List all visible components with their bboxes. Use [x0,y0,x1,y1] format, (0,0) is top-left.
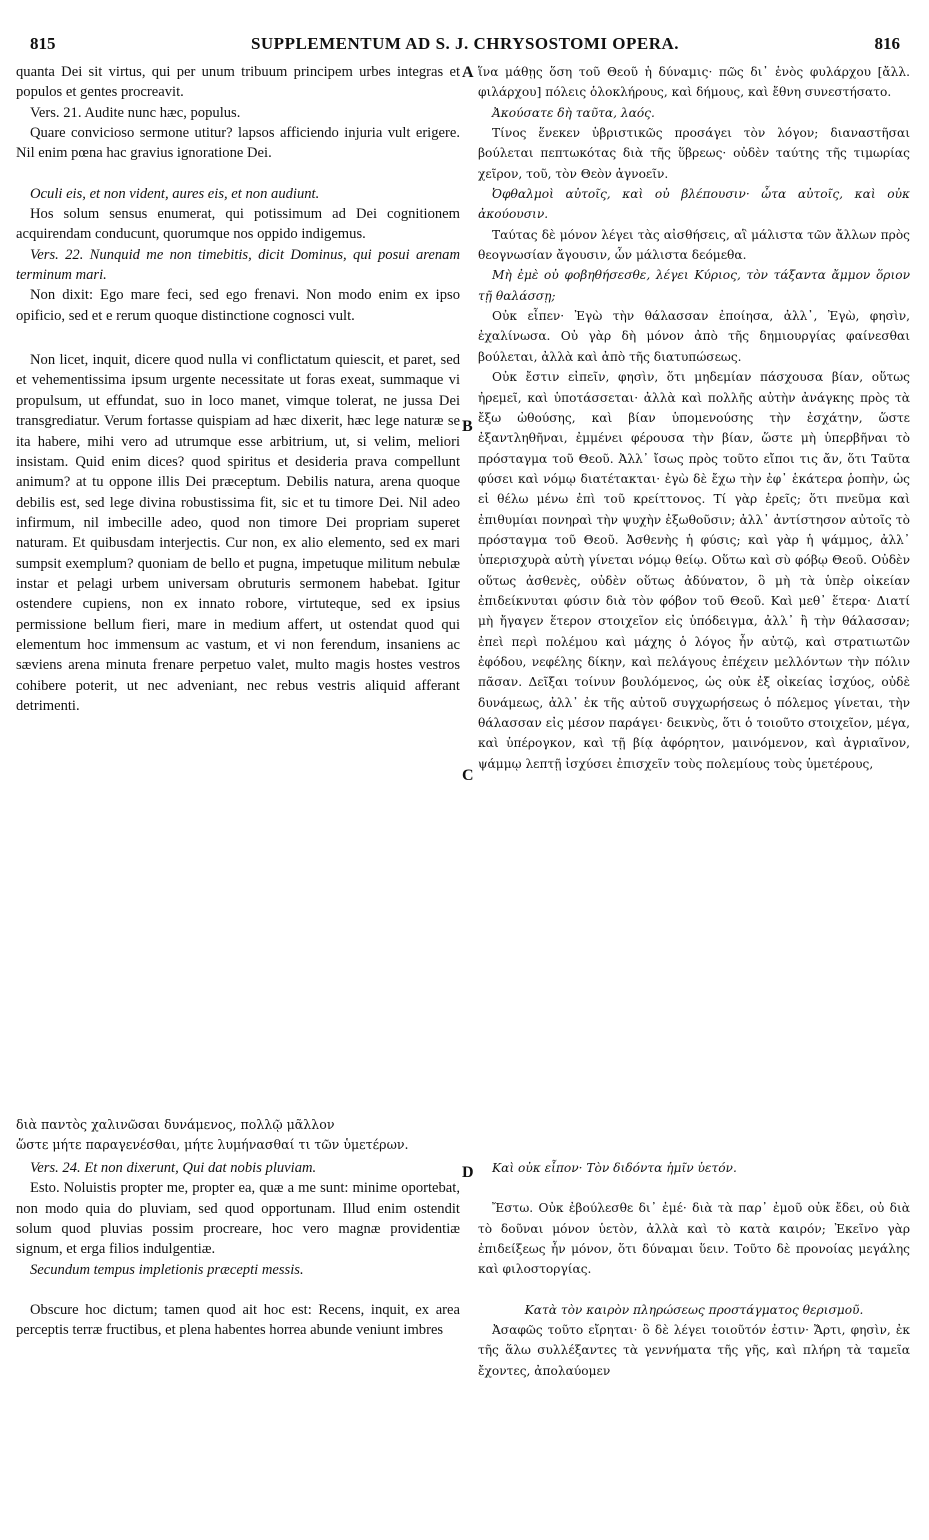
page-header [30,34,900,56]
latin-verse-21: Vers. 21. Audite nunc hæc, populus. [30,104,241,121]
greek-paragraph: Οὐκ ἔστιν εἰπεῖν, φησὶν, ὅτι μηδεμίαν πάσχουσα βίαν, οὕτως ἠρεμεῖ, καὶ ὑποτάσσεται· ἀλλὰ καὶ πολλῆς αὐτὴν ἀνάγκης πρὸς τὰ ἔξω ὠθούσης, καὶ βίαν ὑπομενούσης τὴν ἐσχάτην, ὥστε ἐξαντληθῆναι, ἐμμένει φέρουσα τὴν βίαν, ὥστε μὴ ὑπερβῆναι τὸ πρόσταγμα τοῦ Θεοῦ. Ἀλλ᾽ ἴσως πρὸς τοῦτο εἴποι τις ἄν, ὅτι Ταῦτα φύσει καὶ νόμῳ διατέτακται· ἐγὼ δὲ ἔχω τὴν ἐφ᾽ ἑκάτερα ῥοπὴν, ὡς εἰ θέλω μένω ἐπὶ τοῦ κρείττονος. Τί γὰρ ἐρεῖς; ὅτι πνεῦμα καὶ ἐπιθυμίαι πονηραὶ τὴν ψυχὴν ἐξωθοῦσιν; ἀλλ᾽ ἀντίστησον αὐτοῖς τὸ πρόσταγμα τοῦ Θεοῦ. Ἀσθενὴς ἡ φύσις; καὶ γὰρ ἡ ψάμμος, ἀλλ᾽ ὑπερισχυρὰ αὐτὴ γίνεται νόμῳ θείῳ. Οὕτω καὶ σὺ φόβῳ Θεοῦ. Οὐδὲν οὕτως ἀσθενὲς, οὐδὲν οὕτως ἀδύνατον, ὃ μὴ τὰ ὑπὲρ οἰκείαν ἐπιδείκνυται φύσιν διὰ τὸν φόβον τοῦ Θεοῦ. Καὶ μεθ᾽ ἕτερα· Διατί μὴ ἤγαγεν ἕτερον στοιχεῖον εἰς ὑπόδειγμα, ἀλλ᾽ ἢ τὴν θάλασσαν; ἐπεὶ περὶ πολέμου καὶ μάχης ὁ λόγος ἦν αὐτῷ, καὶ στρατιωτῶν ἐφόδου, νεφέλης δίκην, καὶ πελάγους ἐπέχειν μελλόντων τὴν πόλιν πᾶσαν. Δεῖξαι τοίνυν βουλόμενος, ὡς οὐκ ἐξ οἰκείας ἰσχύος, οὐδὲ δυνάμεως, ἀλλ᾽ ἐκ τῆς αὐτοῦ συγχωρήσεως ὁ πόλεμος γίνεται, τὴν θάλασσαν εἰς μέσον παράγει· δεικνὺς, ὅτι ὁ τοιοῦτο στοιχεῖον, μέγα, καὶ ὑπέρογκον, καὶ τῇ βίᾳ ἀφόρητον, μαινόμενον, καὶ ἀγριαῖνον, ψάμμῳ λεπτῇ ἰσχύσει ἐπισχεῖν τοὺς πολεμίους τοὺς ὑμετέρους, [478,370,910,771]
greek-column-lower [478,1158,910,1381]
latin-citation: Oculi eis, et non vident, aures eis, et non audiunt. [30,185,320,202]
greek-column [478,62,910,774]
latin-paragraph: Quare convicioso sermone utitur? lapsos afficiendo injuria vult erigere. Nil enim pœna hac gravius ignoratione Dei. [16,125,460,162]
page-number-right: 816 [874,34,900,53]
page-number-left: 815 [30,34,56,53]
margin-letter-c: C [462,767,474,784]
latin-verse-22: Vers. 22. Nunquid me non timebitis, dicit Dominus, qui posui arenam terminum mari. [16,246,460,284]
latin-paragraph: Obscure hoc dictum; tamen quod ait hoc est: Recens, inquit, ex area perceptis terræ fructibus, et plena habentes horrea abunde veniunt imbres [16,1302,460,1339]
margin-letter-a: A [462,64,474,81]
greek-paragraph: Ἀσαφῶς τοῦτο εἴρηται· ὃ δὲ λέγει τοιοῦτόν ἐστιν· Ἄρτι, φησὶν, ἐκ τῆς ἅλω συλλέξαντες τὰ γεννήματα τῆς γῆς, καὶ πλήρη τὰ ταμεῖα ἔχοντες, ἀπολαύομεν [478,1323,910,1378]
latin-column [16,62,460,716]
greek-paragraph: Ταύτας δὲ μόνον λέγει τὰς αἰσθήσεις, αἳ μάλιστα τῶν ἄλλων πρὸς θεογνωσίαν ἄγουσιν, ὧν μάλιστα δεόμεθα. [478,227,910,263]
greek-verse-22: Μὴ ἐμὲ οὐ φοβηθήσεσθε, λέγει Κύριος, τὸν τάξαντα ἄμμον ὅριον τῇ θαλάσσῃ; [478,268,910,303]
margin-letter-b: B [462,418,473,435]
greek-paragraph: Ἔστω. Οὐκ ἐβούλεσθε δι᾽ ἐμέ· διὰ τὰ παρ᾽ ἐμοῦ οὐκ ἔδει, οὐ διὰ τὸ δοῦναι μόνον ὑετὸν, ἀλλὰ καὶ τὸ κατὰ καιρόν; Ἐκεῖνο γὰρ ἐπιδείξεως ἦν μόνον, ὅτι δύναμαι ὕειν. Τοῦτο δὲ προνοίας μεγάλης καὶ φιλοστοργίας. [478,1201,910,1277]
latin-paragraph: Esto. Noluistis propter me, propter ea, quæ a me sunt: minime oportebat, non modo quia do pluviam, sed quod opportunam. Illud enim ostendit solum quod pluvias possim procreare, hoc vero magnæ providentiæ signum, et erga filios indulgentiæ. [16,1180,460,1258]
running-title: SUPPLEMENTUM AD S. J. CHRYSOSTOMI OPERA. [250,34,680,53]
latin-paragraph: Non licet, inquit, dicere quod nulla vi conflictatum quiescit, et paret, sed et vehementissima ipsum urgente necessitate ut foras exeat, summaque vi propulsum, ut effundat, suo in loco manet, vimque tolerat, ne jussa Dei transgrediatur. Verum fortasse quispiam ad hæc dixerit, hæc lege naturæ se ita habere, mihi vero ad utrumque esse arbitrium, ut, si velim, meliori insistam. Quid enim dices? quod spiritus et desideria prava compellunt animum? at tu oppone illis Dei præceptum. Debilis natura, arena quoque debilis est, sed lege divina robustissima fit, sic et tu timore Dei. Nil adeo infirmum, nil imbecille adeo, quod non timore Dei propriam superet naturam. Et quibusdam interjectis. Cur non, ex alio elemento, sed ex mari sumpsit exemplum? quoniam de bello et pugna, impetuque militum nebulæ instar et pelagi urbem universam obruturis sermonem habebat. Igitur ostendere cupiens, non ex innato robore, virtuteque, sed ex ipsius permissione bellum fieri, mare in medium affert, ut ostendat quod qui elementum hoc immensum ac vastum, et vi non ferendum, insaniens ac sæviens arena minuta frenare perpetuo valet, multo magis hostes vestros cohibere poterit, ut nec adveniant, nec rebus vestris aliquid afferant detrimenti. [16,352,460,714]
greek-bridge-line-1: διὰ παντὸς χαλινῶσαι δυνάμενος, πολλῷ μᾶλλον [16,1117,335,1132]
greek-bridge-line-2: ὥστε μήτε παραγενέσθαι, μήτε λυμήνασθαί τι τῶν ὑμετέρων. [16,1137,409,1152]
latin-citation: Secundum tempus impletionis præcepti messis. [30,1261,304,1278]
latin-paragraph: quanta Dei sit virtus, qui per unum tribuum principem urbes integras et populos et gentes procreavit. [16,64,460,101]
greek-verse-21: Ἀκούσατε δὴ ταῦτα, λαός. [492,105,655,120]
greek-paragraph: ἵνα μάθῃς ὅση τοῦ Θεοῦ ἡ δύναμις· πῶς δι᾽ ἑνὸς φυλάρχου [ἄλλ. φιλάρχου] πόλεις ὁλοκλήρους, καὶ δήμους, καὶ ἔθνη συνεστήσατο. [478,65,910,100]
latin-column-lower [16,1158,460,1341]
greek-citation: Ὀφθαλμοὶ αὐτοῖς, καὶ οὐ βλέπουσιν· ὦτα αὐτοῖς, καὶ οὐκ ἀκούουσιν. [478,187,910,222]
greek-paragraph: Οὐκ εἶπεν· Ἐγὼ τὴν θάλασσαν ἐποίησα, ἀλλ᾽, Ἐγὼ, φησὶν, ἐχαλίνωσα. Οὐ γὰρ δὴ μόνον ἀπὸ τῆς δημιουργίας φαίνεσθαι βούλεται, ἀλλὰ καὶ ἀπὸ τῆς διατυπώσεως. [478,309,910,364]
latin-paragraph: Hos solum sensus enumerat, qui potissimum ad Dei cognitionem acquirendam conducunt, quorumque nos oppido indigemus. [16,206,460,243]
greek-citation: Κατὰ τὸν καιρὸν πληρώσεως προστάγματος θερισμοῦ. [524,1302,864,1317]
latin-paragraph: Non dixit: Ego mare feci, sed ego frenavi. Non modo enim ex ipso opificio, sed et e rerum quoque distinctione cognosci vult. [16,287,460,324]
greek-verse-24: Καὶ οὐκ εἶπον· Τὸν διδόντα ἡμῖν ὑετόν. [492,1161,737,1175]
latin-verse-24: Vers. 24. Et non dixerunt, Qui dat nobis pluviam. [30,1160,317,1176]
margin-letter-d: D [462,1164,474,1181]
greek-paragraph: Τίνος ἕνεκεν ὑβριστικῶς προσάγει τὸν λόγον; διαναστῆσαι βούλεται πεπτωκότας διὰ τῆς ὕβρεως· οὐδὲν ταύτης τῆς τιμωρίας χεῖρον, τοῦ, τὸν Θεὸν ἀγνοεῖν. [478,126,910,181]
